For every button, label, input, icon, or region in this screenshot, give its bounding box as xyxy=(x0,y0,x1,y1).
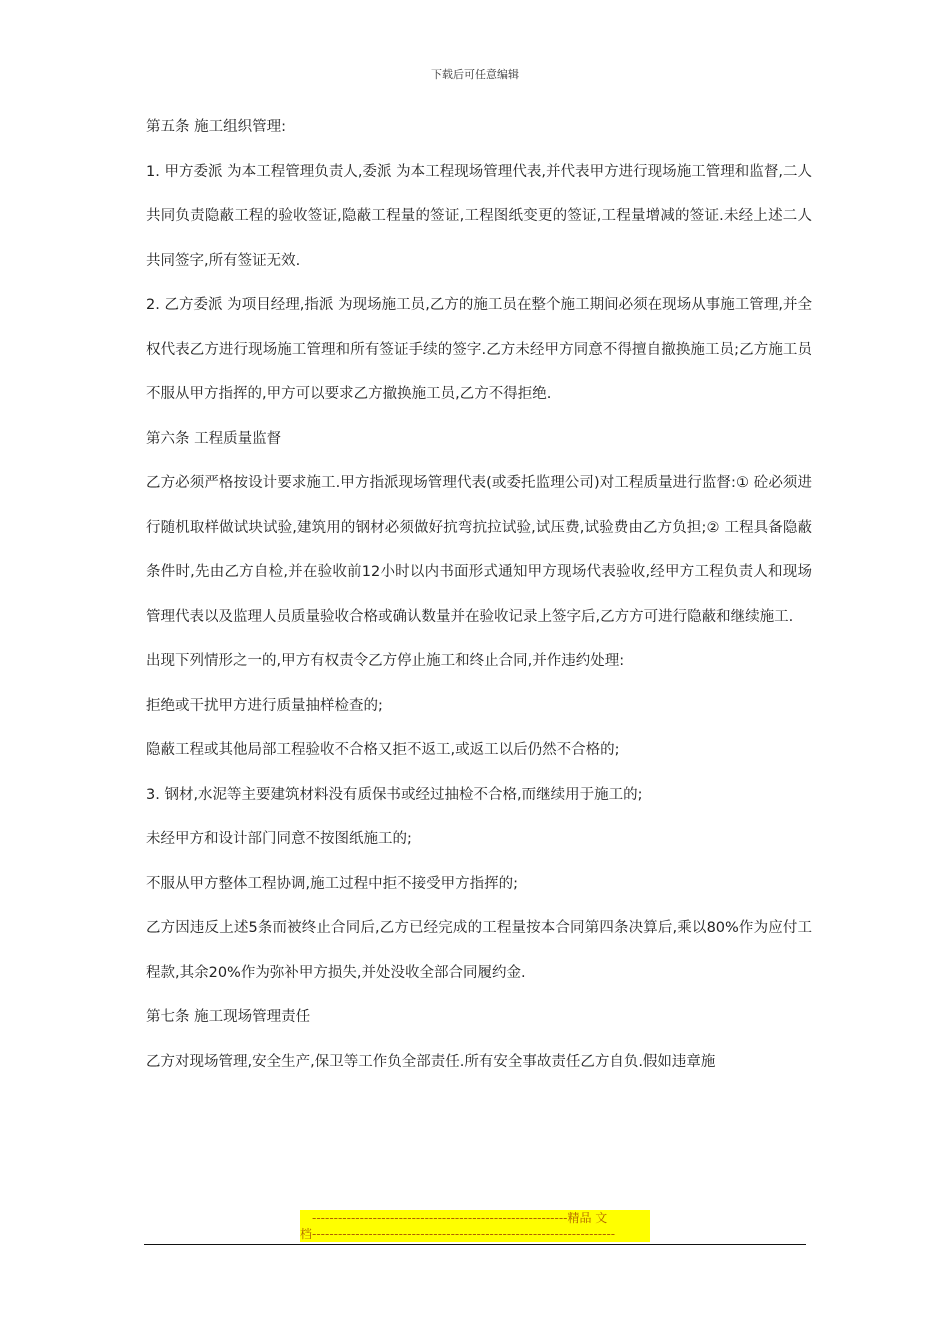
article-6-paragraph-1: 乙方必须严格按设计要求施工.甲方指派现场管理代表(或委托监理公司)对工程质量进行监督:① 砼必须进行随机取样做试块试验,建筑用的钢材必须做好抗弯抗拉试验,试压费,试验费由乙方负担;② 工程具备隐蔽条件时,先由乙方自检,并在验收前12小时以内书面形式通知甲方现场代表验收,经甲方工程负责人和现场管理代表以及监理人员质量验收合格或确认数量并在验收记录上签字后,乙方方可进行隐蔽和继续施工. xyxy=(146,475,812,625)
article-7-heading: 第七条 施工现场管理责任 xyxy=(146,1009,311,1025)
article-6-list-item: 不服从甲方整体工程协调,施工过程中拒不接受甲方指挥的; xyxy=(146,875,518,892)
article-6-paragraph-2: 出现下列情形之一的,甲方有权责令乙方停止施工和终止合同,并作违约处理: xyxy=(146,653,625,669)
article-7-paragraph-1: 乙方对现场管理,安全生产,保卫等工作负全部责任.所有安全事故责任乙方自负.假如违章施 xyxy=(146,1053,716,1070)
article-6-list-item: 拒绝或干扰甲方进行质量抽样检查的; xyxy=(146,697,383,714)
article-6-list-item: 隐蔽工程或其他局部工程验收不合格又拒不返工,或返工以后仍然不合格的; xyxy=(146,742,620,758)
article-5-paragraph-2: 2. 乙方委派 为项目经理,指派 为现场施工员,乙方的施工员在整个施工期间必须在现场从事施工管理,并全权代表乙方进行现场施工管理和所有签证手续的签字.乙方未经甲方同意不得擅自撤换施工员;乙方施工员不服从甲方指挥的,甲方可以要求乙方撤换施工员,乙方不得拒绝. xyxy=(146,297,812,402)
footer-line-1: -----------------------------------------------------------精品 文 xyxy=(300,1210,650,1226)
article-6-paragraph-3: 乙方因违反上述5条而被终止合同后,乙方已经完成的工程量按本合同第四条决算后,乘以80%作为应付工程款,其余20%作为弥补甲方损失,并处没收全部合同履约金. xyxy=(146,920,812,981)
footer-line-2: 档---------------------------------------------------------------------- xyxy=(300,1226,650,1242)
article-5-paragraph-1: 1. 甲方委派 为本工程管理负责人,委派 为本工程现场管理代表,并代表甲方进行现场施工管理和监督,二人共同负责隐蔽工程的验收签证,隐蔽工程量的签证,工程图纸变更的签证,工程量增减的签证.未经上述二人共同签字,所有签证无效. xyxy=(146,163,812,269)
article-6-heading: 第六条 工程质量监督 xyxy=(146,430,282,447)
document-body xyxy=(146,112,812,1091)
page-header-note: 下载后可任意编辑 xyxy=(431,68,519,81)
article-6-list-item: 未经甲方和设计部门同意不按图纸施工的; xyxy=(146,831,412,847)
page-footer-watermark xyxy=(300,1210,650,1242)
article-5-heading: 第五条 施工组织管理: xyxy=(146,119,286,135)
footer-divider xyxy=(144,1244,806,1245)
article-6-list-item: 3. 钢材,水泥等主要建筑材料没有质保书或经过抽检不合格,而继续用于施工的; xyxy=(146,786,643,803)
